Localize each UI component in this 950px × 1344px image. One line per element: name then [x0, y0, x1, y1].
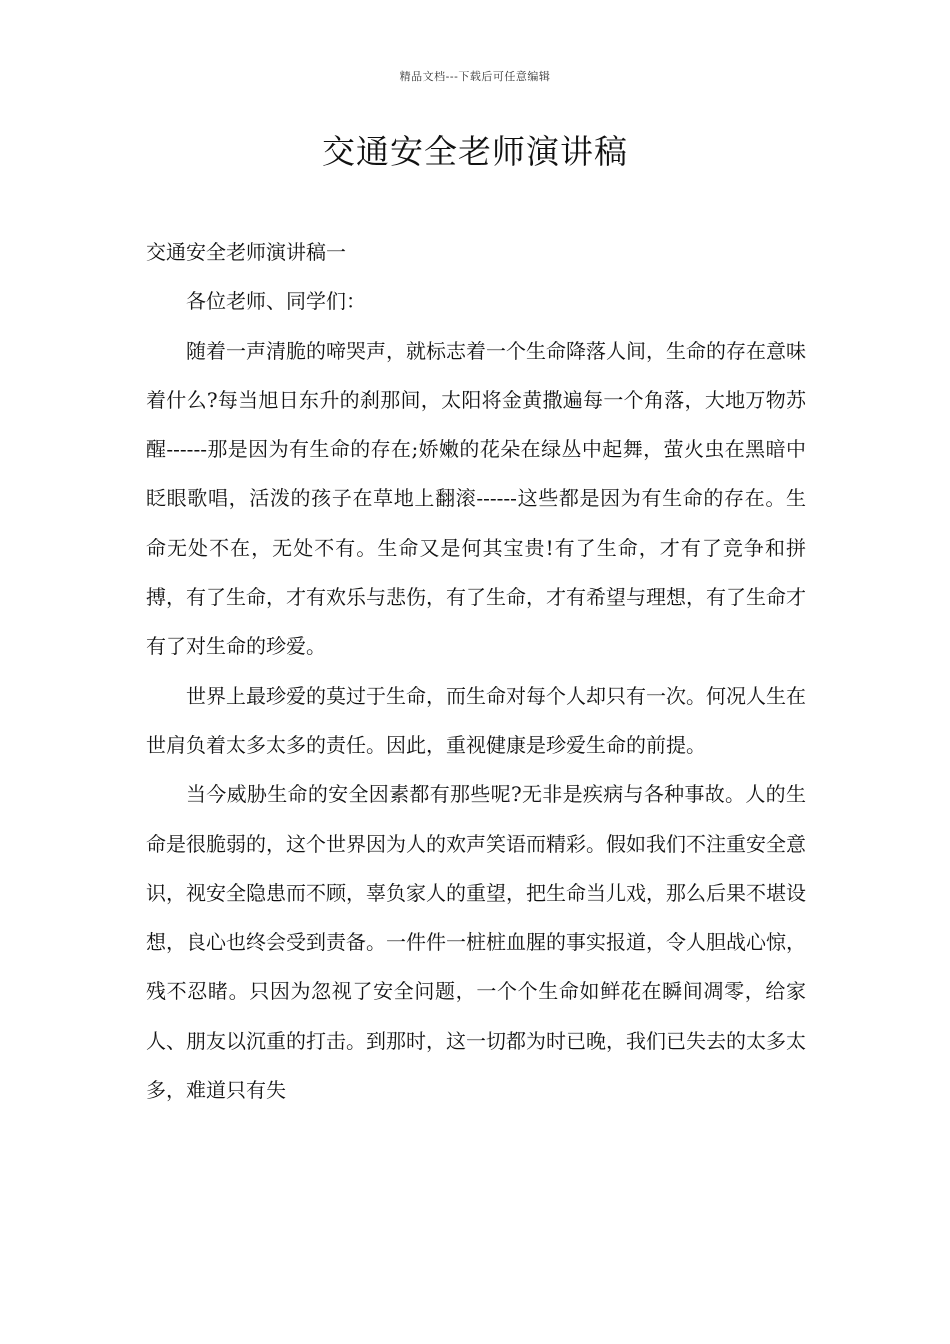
paragraph: 随着一声清脆的啼哭声，就标志着一个生命降落人间，生命的存在意味着什么?每当旭日东升的刹那间，太阳将金黄撒遍每一个角落，大地万物苏醒------那是因为有生命的存在;娇嫩的花朵在绿丛中起舞，萤火虫在黑暗中眨眼歌唱，活泼的孩子在草地上翻滚------这些都是因为有生命的存在。生命无处不在，无处不有。生命又是何其宝贵!有了生命，才有了竞争和拼搏，有了生命，才有欢乐与悲伤，有了生命，才有希望与理想，有了生命才有了对生命的珍爱。: [146, 338, 806, 659]
paragraph: 世界上最珍爱的莫过于生命，而生命对每个人却只有一次。何况人生在世肩负着太多太多的责任。因此，重视健康是珍爱生命的前提。: [146, 683, 806, 757]
section-heading: 交通安全老师演讲稿一: [146, 240, 346, 264]
document-title: 交通安全老师演讲稿: [322, 132, 628, 171]
paragraph: 当今威胁生命的安全因素都有那些呢?无非是疾病与各种事故。人的生命是很脆弱的，这个世界因为人的欢声笑语而精彩。假如我们不注重安全意识，视安全隐患而不顾，辜负家人的重望，把生命当儿戏，那么后果不堪设想，良心也终会受到责备。一件件一桩桩血腥的事实报道，令人胆战心惊，残不忍睹。只因为忽视了安全问题，一个个生命如鲜花在瞬间凋零，给家人、朋友以沉重的打击。到那时，这一切都为时已晚，我们已失去的太多太多，难道只有失: [146, 782, 806, 1103]
greeting: 各位老师、同学们：: [186, 289, 366, 314]
header-note: 精品文档---下载后可任意编辑: [399, 70, 551, 83]
document-body: [146, 228, 806, 1115]
